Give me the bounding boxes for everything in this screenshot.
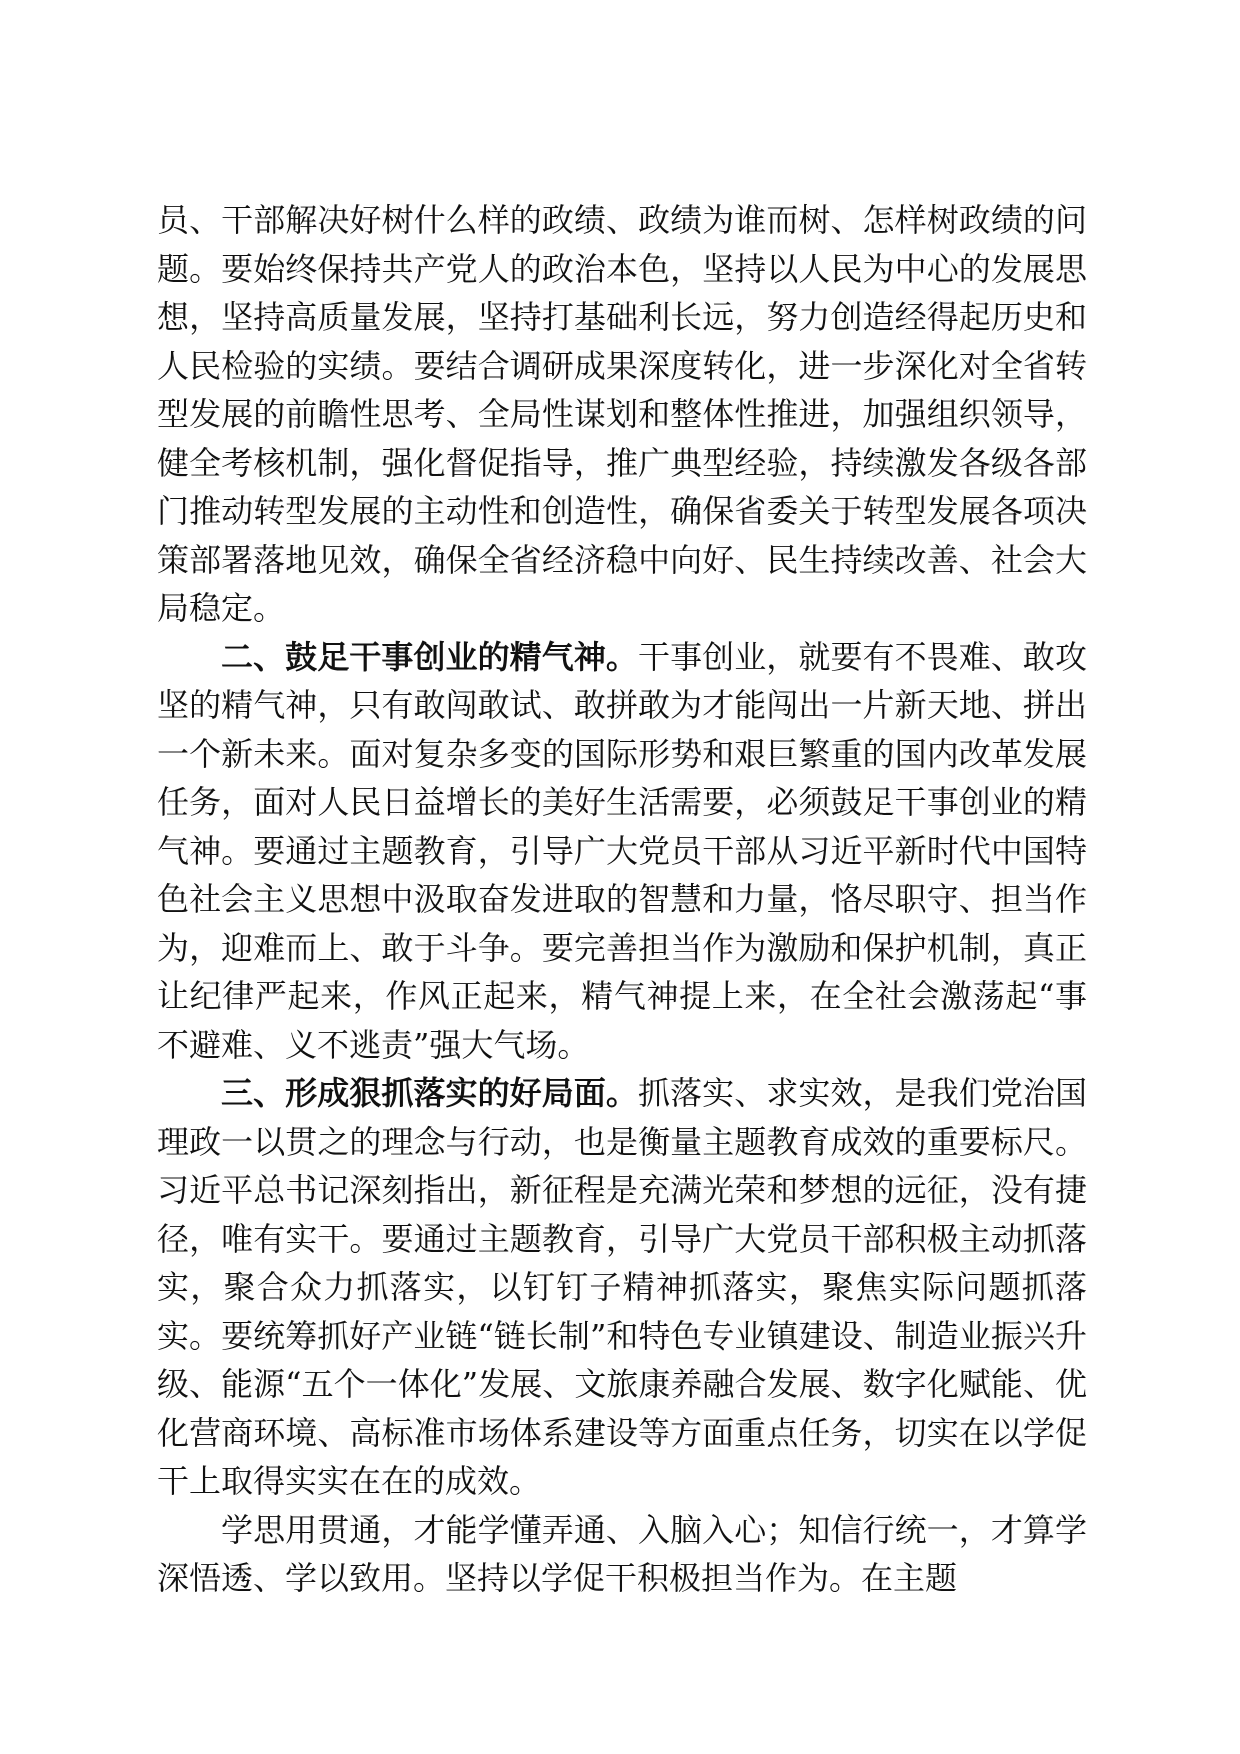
section-heading: 三、形成狠抓落实的好局面。 <box>221 1074 638 1112</box>
document-body <box>157 196 1087 1603</box>
paragraph-closing <box>157 1506 1087 1603</box>
paragraph-text: 学思用贯通，才能学懂弄通、入脑入心；知信行统一，才算学深悟透、学以致用。坚持以学促干积极担当作为。在主题 <box>157 1510 1087 1597</box>
paragraph-continuation <box>157 196 1087 633</box>
paragraph-text: 抓落实、求实效，是我们党治国理政一以贯之的理念与行动，也是衡量主题教育成效的重要标尺。习近平总书记深刻指出，新征程是充满光荣和梦想的远征，没有捷径，唯有实干。要通过主题教育，引导广大党员干部积极主动抓落实，聚合众力抓落实，以钉钉子精神抓落实，聚焦实际问题抓落实。要统筹抓好产业链“链长制”和特色专业镇建设、制造业振兴升级、能源“五个一体化”发展、文旅康养融合发展、数字化赋能、优化营商环境、高标准市场体系建设等方面重点任务，切实在以学促干上取得实实在在的成效。 <box>157 1074 1087 1500</box>
paragraph-text: 员、干部解决好树什么样的政绩、政绩为谁而树、怎样树政绩的问题。要始终保持共产党人的政治本色，坚持以人民为中心的发展思想，坚持高质量发展，坚持打基础利长远，努力创造经得起历史和人民检验的实绩。要结合调研成果深度转化，进一步深化对全省转型发展的前瞻性思考、全局性谋划和整体性推进，加强组织领导，健全考核机制，强化督促指导，推广典型经验，持续激发各级各部门推动转型发展的主动性和创造性，确保省委关于转型发展各项决策部署落地见效，确保全省经济稳中向好、民生持续改善、社会大局稳定。 <box>157 201 1087 627</box>
paragraph-section-two <box>157 633 1087 1070</box>
paragraph-section-three <box>157 1069 1087 1506</box>
paragraph-text: 干事创业，就要有不畏难、敢攻坚的精气神，只有敢闯敢试、敢拼敢为才能闯出一片新天地、拼出一个新未来。面对复杂多变的国际形势和艰巨繁重的国内改革发展任务，面对人民日益增长的美好生活需要，必须鼓足干事创业的精气神。要通过主题教育，引导广大党员干部从习近平新时代中国特色社会主义思想中汲取奋发进取的智慧和力量，恪尽职守、担当作为，迎难而上、敢于斗争。要完善担当作为激励和保护机制，真正让纪律严起来，作风正起来，精气神提上来，在全社会激荡起“事不避难、义不逃责”强大气场。 <box>157 637 1087 1064</box>
section-heading: 二、鼓足干事创业的精气神。 <box>221 637 638 676</box>
